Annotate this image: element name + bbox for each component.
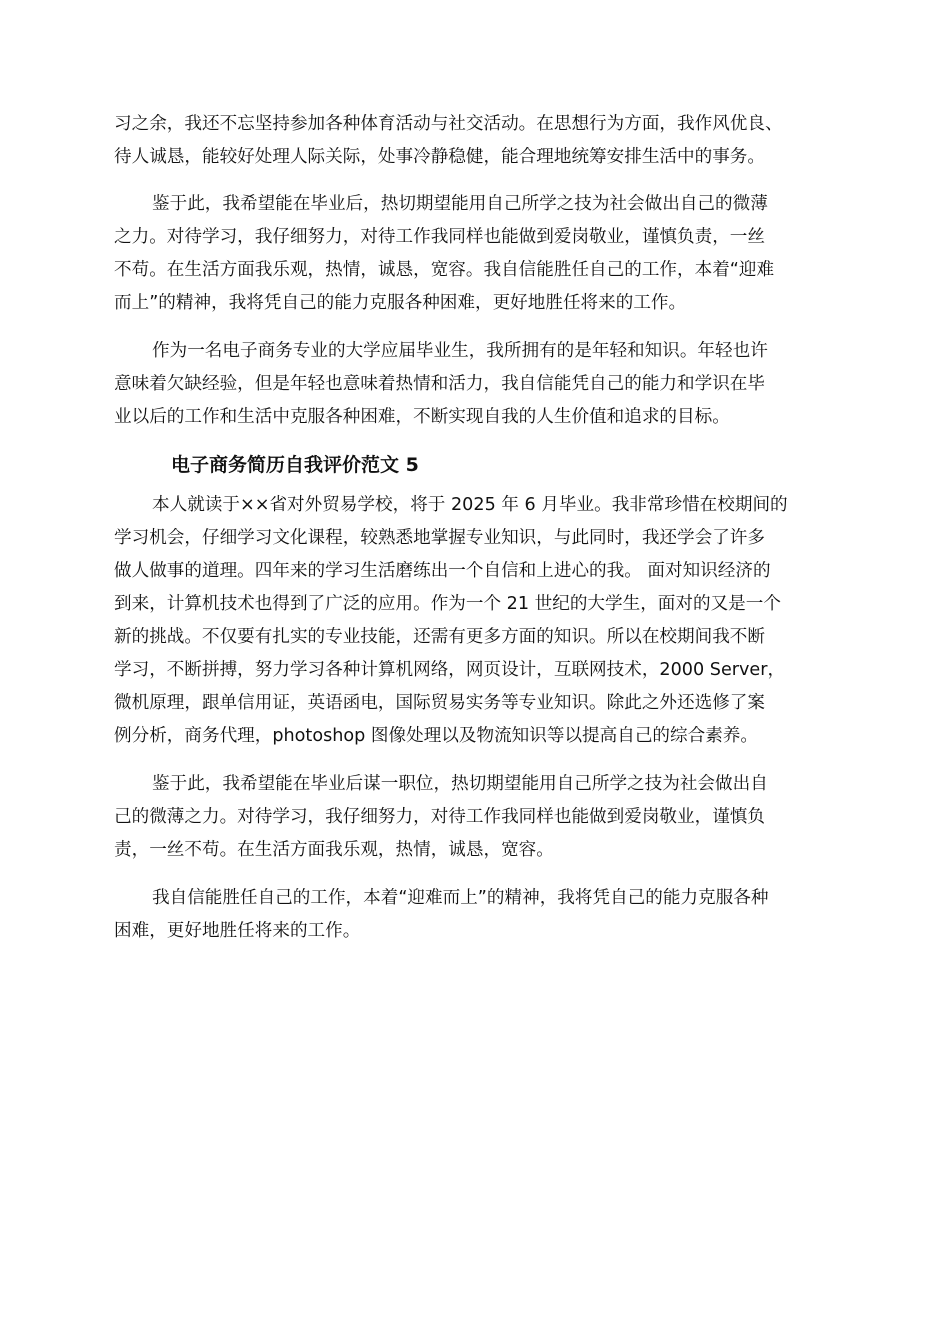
paragraph-1 [114, 108, 836, 174]
paragraph-4 [114, 489, 836, 753]
text-line: 业以后的工作和生活中克服各种困难，不断实现自我的人生价值和追求的目标。 [114, 407, 730, 427]
paragraph-5 [114, 768, 836, 867]
document-page [114, 108, 836, 963]
text-line: 困难，更好地胜任将来的工作。 [114, 921, 361, 941]
text-line: 新的挑战。不仅要有扎实的专业技能，还需有更多方面的知识。所以在校期间我不断 [114, 627, 765, 647]
text-line: 己的微薄之力。对待学习，我仔细努力，对待工作我同样也能做到爱岗敬业，谨慎负 [114, 807, 765, 827]
text-line: 鉴于此，我希望能在毕业后谋一职位，热切期望能用自己所学之技为社会做出自 [152, 774, 768, 794]
paragraph-2 [114, 188, 836, 320]
text-line: 做人做事的道理。四年来的学习生活磨练出一个自信和上进心的我。 面对知识经济的 [114, 561, 771, 581]
text-line: 到来，计算机技术也得到了广泛的应用。作为一个 21 世纪的大学生，面对的又是一个 [114, 594, 781, 614]
text-line: 责，一丝不苟。在生活方面我乐观，热情，诚恳，宽容。 [114, 840, 554, 860]
section-heading: 电子商务简历自我评价范文 5 [171, 454, 419, 476]
text-line: 微机原理，跟单信用证，英语函电，国际贸易实务等专业知识。除此之外还选修了案 [114, 693, 765, 713]
text-line: 本人就读于××省对外贸易学校，将于 2025 年 6 月毕业。我非常珍惜在校期间的 [152, 495, 788, 515]
paragraph-3 [114, 335, 836, 434]
text-line: 鉴于此，我希望能在毕业后，热切期望能用自己所学之技为社会做出自己的微薄 [152, 194, 768, 214]
text-line: 不苟。在生活方面我乐观，热情，诚恳，宽容。我自信能胜任自己的工作，本着“迎难 [114, 260, 775, 280]
text-line: 学习，不断拼搏，努力学习各种计算机网络，网页设计，互联网技术，2000 Server， [114, 660, 786, 680]
text-line: 习之余，我还不忘坚持参加各种体育活动与社交活动。在思想行为方面，我作风优良、 [114, 114, 783, 134]
text-line: 意味着欠缺经验，但是年轻也意味着热情和活力，我自信能凭自己的能力和学识在毕 [114, 374, 765, 394]
text-line: 例分析，商务代理，photoshop 图像处理以及物流知识等以提高自己的综合素养。 [114, 726, 758, 746]
text-line: 学习机会，仔细学习文化课程，较熟悉地掌握专业知识，与此同时，我还学会了许多 [114, 528, 765, 548]
text-line: 而上”的精神，我将凭自己的能力克服各种困难，更好地胜任将来的工作。 [114, 293, 687, 313]
paragraph-6 [114, 882, 836, 948]
text-line: 我自信能胜任自己的工作，本着“迎难而上”的精神，我将凭自己的能力克服各种 [152, 888, 769, 908]
text-line: 作为一名电子商务专业的大学应届毕业生，我所拥有的是年轻和知识。年轻也许 [152, 341, 768, 361]
text-line: 之力。对待学习，我仔细努力，对待工作我同样也能做到爱岗敬业，谨慎负责，一丝 [114, 227, 765, 247]
text-line: 待人诚恳，能较好处理人际关际，处事冷静稳健，能合理地统筹安排生活中的事务。 [114, 147, 765, 167]
